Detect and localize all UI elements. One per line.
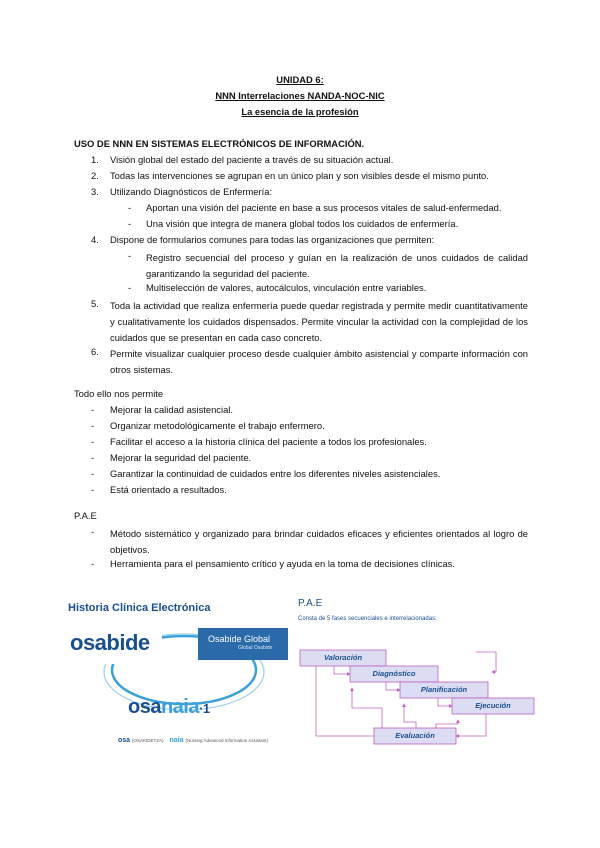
- list-item: Dispone de formularios comunes para todas las organizaciones que permiten:: [110, 234, 435, 245]
- dash-bullet: -: [128, 202, 132, 213]
- osabide-logo: osabide: [70, 630, 162, 664]
- osabide-global-logo: Osabide Global Global Osabide: [198, 628, 288, 660]
- dash-bullet: -: [128, 282, 132, 293]
- figure-pae: [296, 596, 536, 754]
- tagline: La esencia de la profesión: [241, 106, 359, 117]
- list-item: Método sistemático y organizado para brindar cuidados eficaces y eficientes orientados al logro de objetivos.: [110, 528, 528, 555]
- unit-title: UNIDAD 6:: [276, 74, 324, 85]
- list-item: Herramienta para el pensamiento crítico y ayuda en la toma de decisiones clínicas.: [110, 558, 455, 569]
- dash-bullet: -: [128, 250, 132, 261]
- sub-list-item: Aportan una visión del paciente en base a sus procesos vitales de salud-enfermedad.: [146, 202, 502, 213]
- dash-bullet: -: [91, 558, 95, 569]
- dash-bullet: -: [91, 468, 95, 479]
- dash-bullet: -: [91, 404, 95, 415]
- phase-label: Ejecución: [475, 701, 511, 710]
- section3-heading: P.A.E: [74, 510, 97, 521]
- figure-title: Historia Clínica Electrónica: [68, 602, 211, 614]
- list-item: Mejorar la seguridad del paciente.: [110, 452, 252, 463]
- list-number: 1.: [91, 154, 99, 165]
- list-item: Facilitar el acceso a la historia clínica del paciente a todos los profesionales.: [110, 436, 427, 447]
- list-item: Mejorar la calidad asistencial.: [110, 404, 233, 415]
- section1-heading: USO DE NNN EN SISTEMAS ELECTRÓNICOS DE INFORMACIÓN.: [74, 138, 365, 149]
- phase-label: Planificación: [420, 685, 468, 694]
- section2-heading: Todo ello nos permite: [74, 388, 164, 399]
- list-item: Garantizar la continuidad de cuidados entre los diferentes niveles asistenciales.: [110, 468, 441, 479]
- dash-bullet: -: [91, 526, 95, 537]
- subtitle: NNN Interrelaciones NANDA-NOC-NIC: [215, 90, 385, 101]
- list-number: 4.: [91, 234, 99, 245]
- list-number: 5.: [91, 298, 99, 309]
- figure-footer: osa (OSAKIDETZA) naia (Nursing Advanced Information Assistant): [118, 737, 268, 744]
- phase-label: Diagnóstico: [372, 669, 416, 678]
- phase-label: Evaluación: [395, 731, 435, 740]
- dash-bullet: -: [91, 420, 95, 431]
- list-number: 6.: [91, 346, 99, 357]
- list-item: Utilizando Diagnósticos de Enfermería:: [110, 186, 273, 197]
- pae-figure-title: P.A.E: [298, 598, 323, 609]
- list-item: Está orientado a resultados.: [110, 484, 227, 495]
- list-item: Todas las intervenciones se agrupan en un único plan y son visibles desde el mismo punto.: [110, 170, 489, 181]
- dash-bullet: -: [91, 452, 95, 463]
- pae-figure-subtitle: Consta de 5 fases secuenciales e interrelacionadas:: [298, 616, 437, 622]
- osanaia-logo: osanaia·1: [128, 696, 210, 718]
- dash-bullet: -: [128, 218, 132, 229]
- list-item: Visión global del estado del paciente a través de su situación actual.: [110, 154, 394, 165]
- dash-bullet: -: [91, 484, 95, 495]
- dash-bullet: -: [91, 436, 95, 447]
- list-number: 2.: [91, 170, 99, 181]
- figure-historia-clinica: [66, 600, 296, 750]
- list-item: Organizar metodológicamente el trabajo enfermero.: [110, 420, 325, 431]
- phase-label: Valoración: [323, 653, 363, 662]
- sub-list-item: Multiselección de valores, autocálculos, vinculación entre variables.: [146, 282, 427, 293]
- list-number: 3.: [91, 186, 99, 197]
- sub-list-item: Una visión que integra de manera global todos los cuidados de enfermería.: [146, 218, 459, 229]
- sub-list-item: Registro secuencial del proceso y guían en la realización de unos cuidados de calidad garantizando la seguridad del paciente.: [146, 252, 528, 279]
- list-item: Toda la actividad que realiza enfermería puede quedar registrada y permite medir cuantitativamente y cualitativamente los cuidados dispensados. Permite vincular la actividad con la complejidad de los cuidados que se presentan en cada caso concreto.: [110, 300, 528, 343]
- list-item: Permite visualizar cualquier proceso desde cualquier ámbito asistencial y comparte información con otros sistemas.: [110, 348, 528, 375]
- logo-ring-graphic: [66, 600, 296, 750]
